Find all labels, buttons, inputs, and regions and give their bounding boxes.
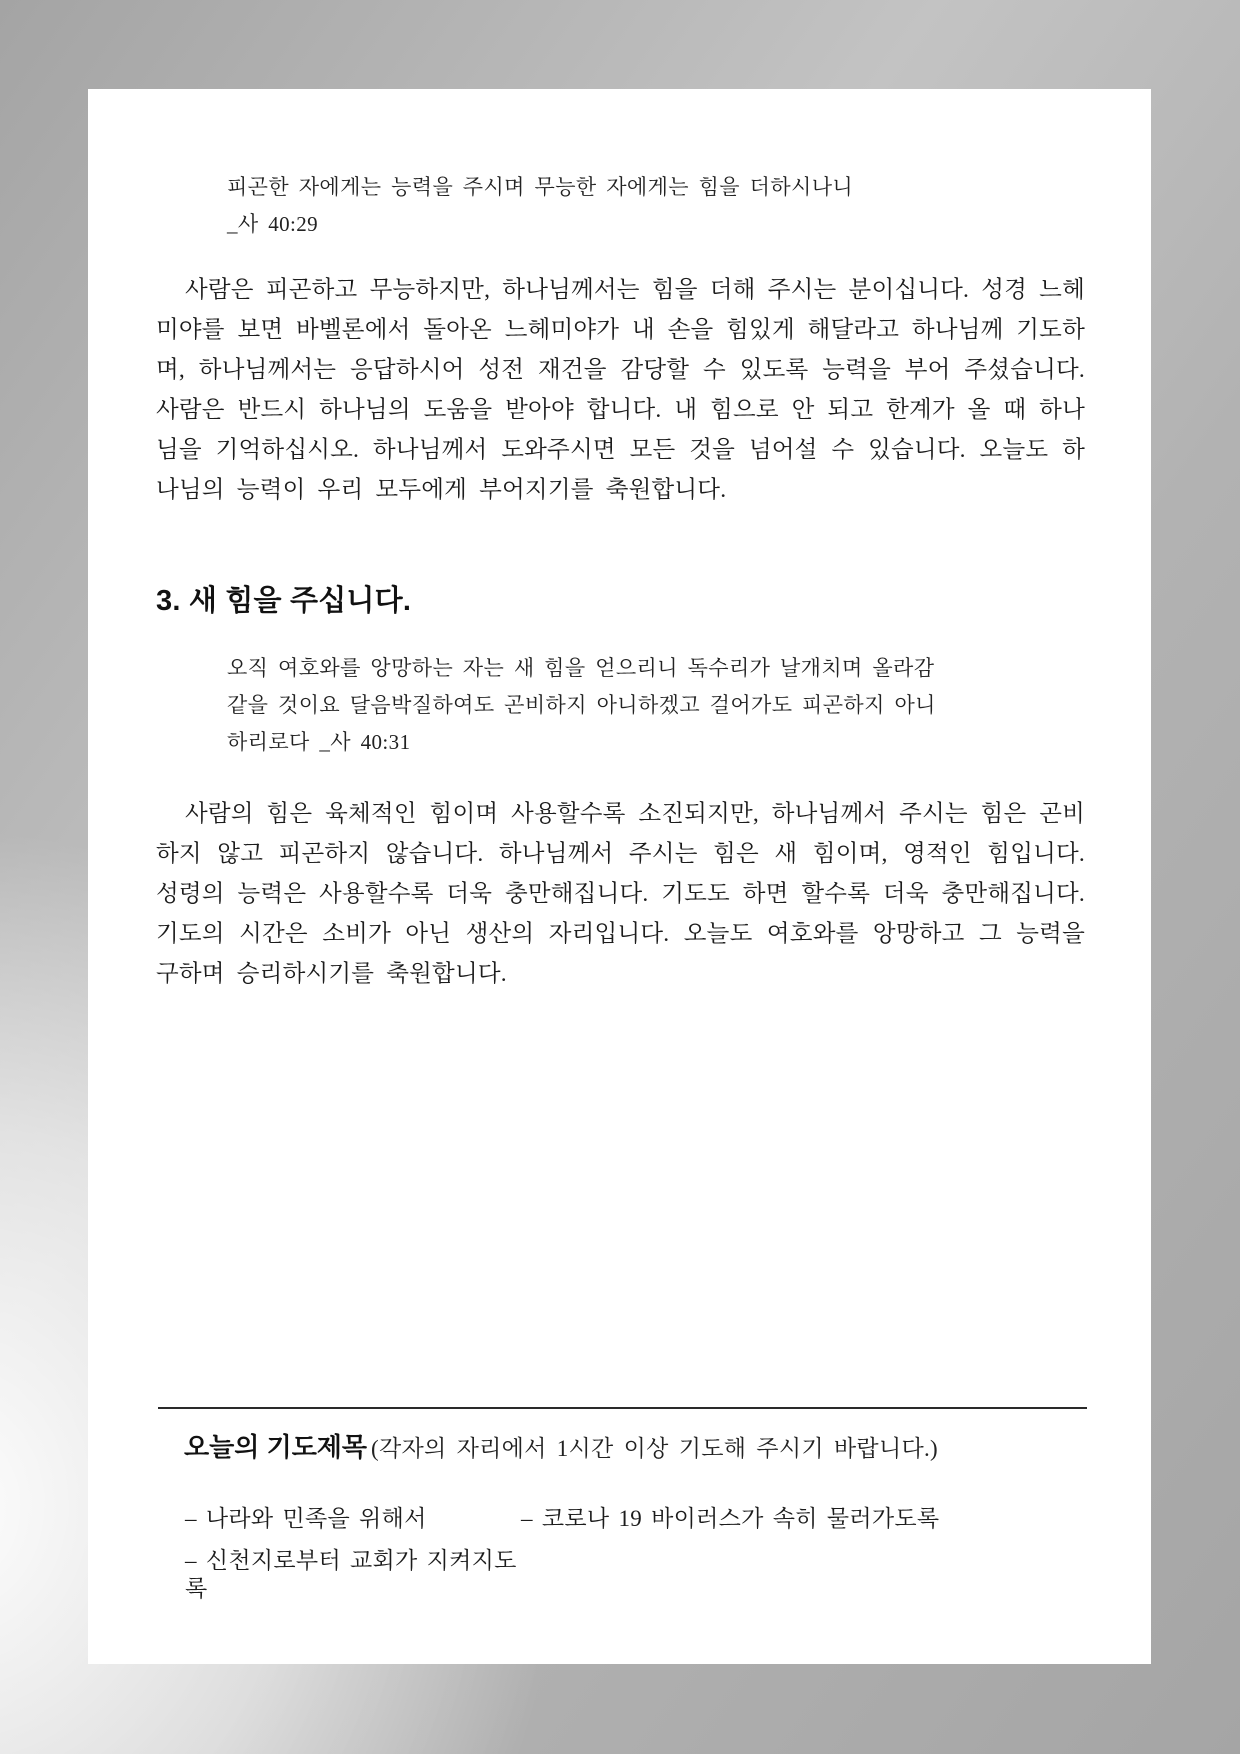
prayer-section-header bbox=[184, 1427, 1091, 1464]
prayer-item: – 코로나 19 바이러스가 속히 물러가도록 bbox=[521, 1506, 940, 1531]
prayer-item: – 신천지로부터 교회가 지켜지도록 bbox=[185, 1548, 517, 1601]
document-page bbox=[88, 89, 1151, 1664]
document-content bbox=[88, 89, 1151, 994]
scripture-quote-line: 같을 것이요 달음박질하여도 곤비하지 아니하겠고 걸어가도 피곤하지 아니 bbox=[227, 693, 936, 717]
prayer-item bbox=[521, 1547, 1091, 1603]
scripture-quote-isaiah-40-29 bbox=[227, 169, 1045, 243]
body-paragraph-2: 사람의 힘은 육체적인 힘이며 사용할수록 소진되지만, 하나님께서 주시는 힘은 곤비하지 않고 피곤하지 않습니다. 하나님께서 주시는 힘은 새 힘이며, 영적인 힘입니다. 성령의 능력은 사용할수록 더욱 충만해집니다. 기도도 하면 할수록 더욱 충만해집니다. 기도의 시간은 소비가 아닌 생산의 자리입니다. 오늘도 여호와를 앙망하고 그 능력을 구하며 승리하시기를 축원합니다. bbox=[156, 801, 1085, 987]
scripture-quote-isaiah-40-31 bbox=[227, 650, 1045, 761]
scripture-reference: _사 40:29 bbox=[227, 212, 319, 236]
prayer-section-title: 오늘의 기도제목 bbox=[184, 1432, 368, 1462]
prayer-section-note: (각자의 자리에서 1시간 이상 기도해 주시기 바랍니다.) bbox=[371, 1436, 938, 1461]
scripture-reference: 하리로다 _사 40:31 bbox=[227, 730, 411, 754]
prayer-item: – 나라와 민족을 위해서 bbox=[185, 1506, 427, 1531]
prayer-items-list bbox=[185, 1505, 1091, 1603]
scripture-quote-line: 오직 여호와를 앙망하는 자는 새 힘을 얻으리니 독수리가 날개치며 올라감 bbox=[227, 656, 935, 680]
scripture-quote-line: 피곤한 자에게는 능력을 주시며 무능한 자에게는 힘을 더하시나니 bbox=[227, 175, 854, 199]
body-paragraph-1: 사람은 피곤하고 무능하지만, 하나님께서는 힘을 더해 주시는 분이십니다. 성경 느헤미야를 보면 바벨론에서 돌아온 느헤미야가 내 손을 힘있게 해달라고 하나님께 기도하며, 하나님께서는 응답하시어 성전 재건을 감당할 수 있도록 능력을 부어 주셨습니다. 사람은 반드시 하나님의 도움을 받아야 합니다. 내 힘으로 안 되고 한계가 올 때 하나님을 기억하십시오. 하나님께서 도와주시면 모든 것을 넘어설 수 있습니다. 오늘도 하나님의 능력이 우리 모두에게 부어지기를 축원합니다. bbox=[156, 277, 1085, 503]
section-heading-3: 3. 새 힘을 주십니다. bbox=[156, 585, 412, 617]
footer-divider bbox=[158, 1407, 1087, 1409]
